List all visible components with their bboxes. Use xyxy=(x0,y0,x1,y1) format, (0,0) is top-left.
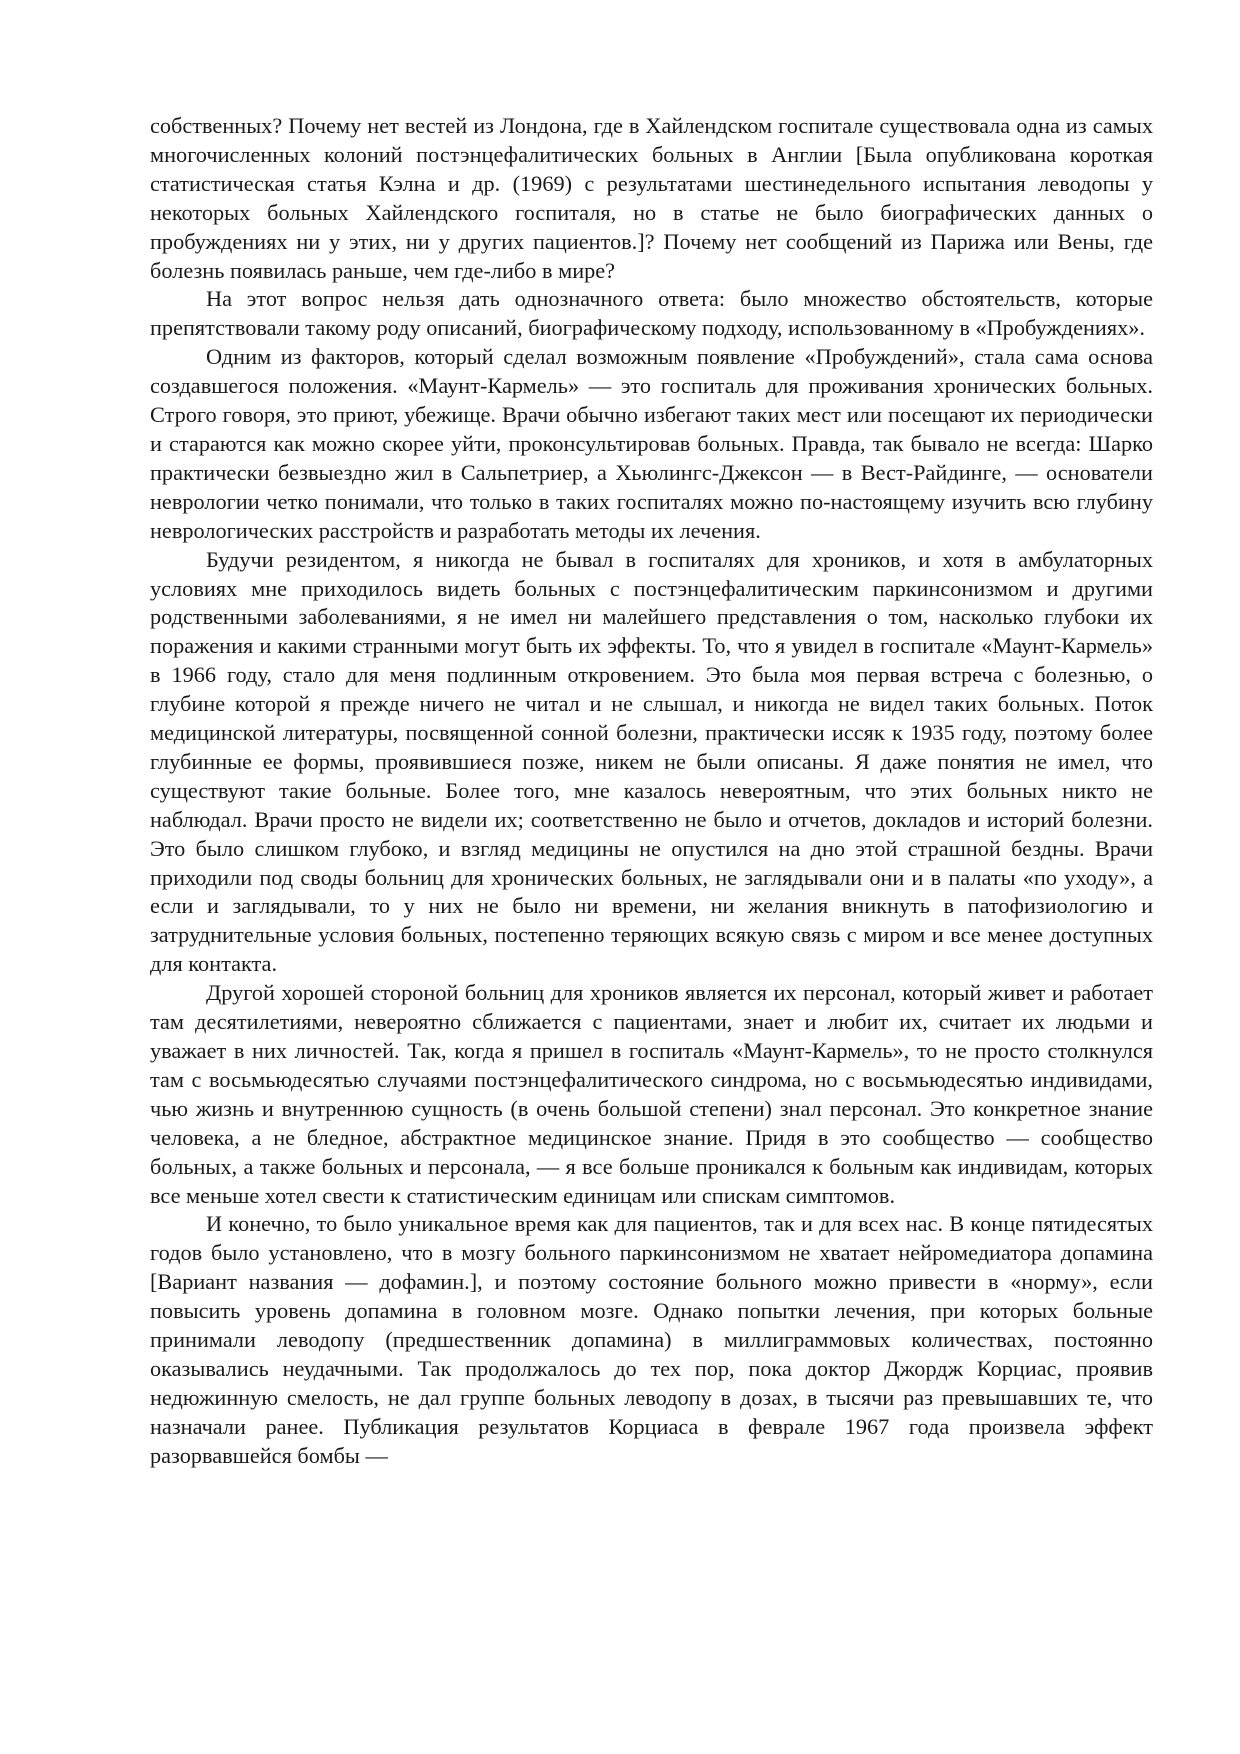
paragraph-4: Будучи резидентом, я никогда не бывал в госпиталях для хроников, и хотя в амбулаторных условиях мне приходилось видеть больных с постэнцефалитическим паркинсонизмом и другими родственными заболеваниями, я не имел ни малейшего представления о том, насколько глубоки их поражения и какими странными могут быть их эффекты. То, что я увидел в госпитале «Маунт-Кармель» в 1966 году, стало для меня подлинным откровением. Это была моя первая встреча с болезнью, о глубине которой я прежде ничего не читал и не слышал, и никогда не видел таких больных. Поток медицинской литературы, посвященной сонной болезни, практически иссяк к 1935 году, поэтому более глубинные ее формы, проявившиеся позже, никем не были описаны. Я даже понятия не имел, что существуют такие больные. Более того, мне казалось невероятным, что этих больных никто не наблюдал. Врачи просто не видели их; соответственно не было и отчетов, докладов и историй болезни. Это было слишком глубоко, и взгляд медицины не опустился на дно этой страшной бездны. Врачи приходили под своды больниц для хронических больных, не заглядывали они и в палаты «по уходу», а если и заглядывали, то у них не было ни времени, ни желания вникнуть в патофизиологию и затруднительные условия больных, постепенно теряющих всякую связь с миром и все менее доступных для контакта. xyxy=(150,546,1153,977)
document-page xyxy=(150,112,1153,1471)
paragraph-6: И конечно, то было уникальное время как для пациентов, так и для всех нас. В конце пятидесятых годов было установлено, что в мозгу больного паркинсонизмом не хватает нейромедиатора допамина [Вариант названия — дофамин.], и поэтому состояние больного можно привести в «норму», если повысить уровень допамина в головном мозге. Однако попытки лечения, при которых больные принимали леводопу (предшественник допамина) в миллиграммовых количествах, постоянно оказывались неудачными. Так продолжалось до тех пор, пока доктор Джордж Корциас, проявив недюжинную смелость, не дал группе больных леводопу в дозах, в тысячи раз превышавших те, что назначали ранее. Публикация результатов Корциаса в феврале 1967 года произвела эффект разорвавшейся бомбы — xyxy=(150,1211,1153,1468)
paragraph-3: Одним из факторов, который сделал возможным появление «Пробуждений», стала сама основа создавшегося положения. «Маунт-Кармель» — это госпиталь для проживания хронических больных. Строго говоря, это приют, убежище. Врачи обычно избегают таких мест или посещают их периодически и стараются как можно скорее уйти, проконсультировав больных. Правда, так бывало не всегда: Шарко практически безвыездно жил в Сальпетриер, а Хьюлингс-Джексон — в Вест-Райдинге, — основатели неврологии четко понимали, что только в таких госпиталях можно по-настоящему изучить всю глубину неврологических расстройств и разработать методы их лечения. xyxy=(150,344,1153,543)
paragraph-2: На этот вопрос нельзя дать однозначного ответа: было множество обстоятельств, которые препятствовали такому роду описаний, биографическому подходу, использованному в «Пробуждениях». xyxy=(150,286,1153,341)
paragraph-1: собственных? Почему нет вестей из Лондона, где в Хайлендском госпитале существовала одна из самых многочисленных колоний постэнцефалитических больных в Англии [Была опубликована короткая статистическая статья Кэлна и др. (1969) с результатами шестинедельного испытания леводопы у некоторых больных Хайлендского госпиталя, но в статье не было биографических данных о пробуждениях ни у этих, ни у других пациентов.]? Почему нет сообщений из Парижа или Вены, где болезнь появилась раньше, чем где-либо в мире? xyxy=(150,113,1153,283)
paragraph-5: Другой хорошей стороной больниц для хроников является их персонал, который живет и работает там десятилетиями, невероятно сближается с пациентами, знает и любит их, считает их людьми и уважает в них личностей. Так, когда я пришел в госпиталь «Маунт-Кармель», то не просто столкнулся там с восьмьюдесятью случаями постэнцефалитического синдрома, но с восьмьюдесятью индивидами, чью жизнь и внутреннюю сущность (в очень большой степени) знал персонал. Это конкретное знание человека, а не бледное, абстрактное медицинское знание. Придя в это сообщество — сообщество больных, а также больных и персонала, — я все больше проникался к больным как индивидам, которых все меньше хотел свести к статистическим единицам или спискам симптомов. xyxy=(150,980,1153,1208)
